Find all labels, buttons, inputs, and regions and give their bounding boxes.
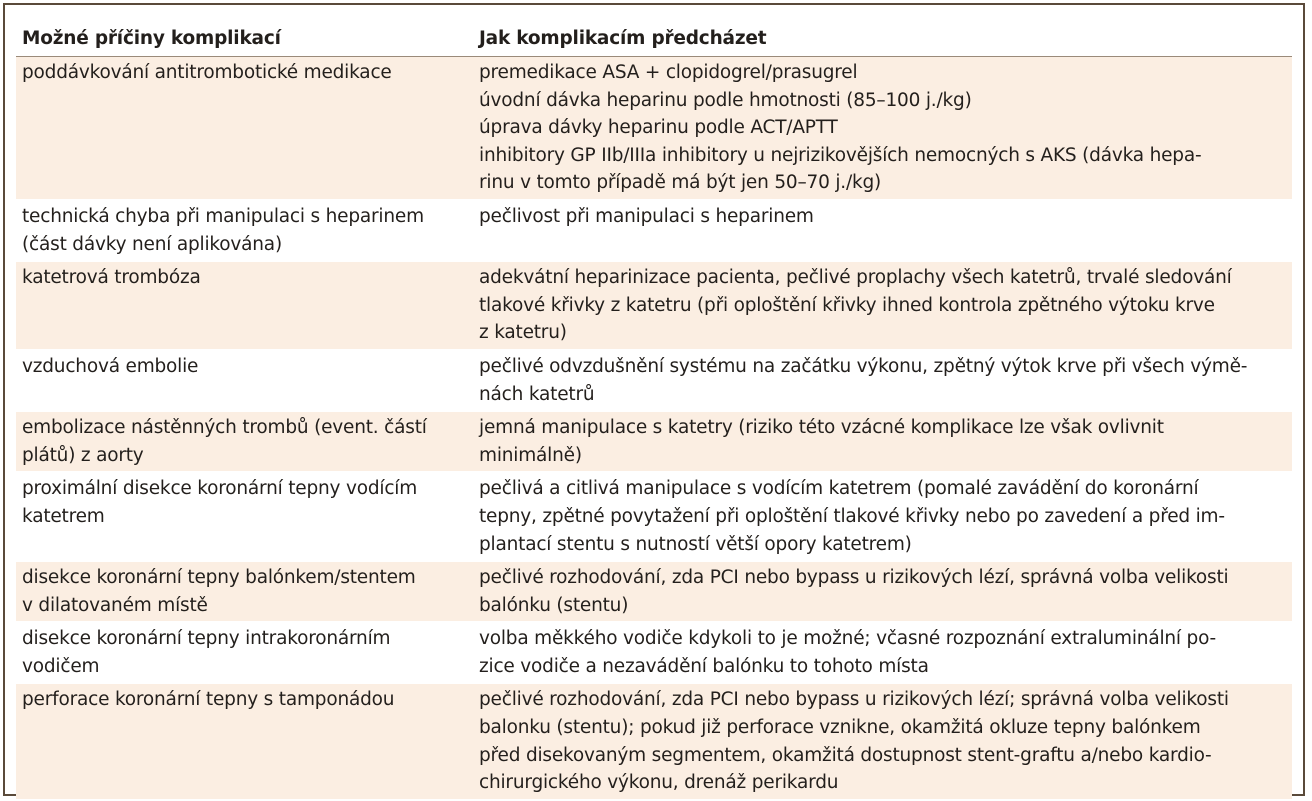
prevention-cell xyxy=(473,200,1292,261)
prevention-text-line: premedikace ASA + clopidogrel/prasugrel xyxy=(479,62,858,83)
cause-text-line: (část dávky není aplikována) xyxy=(22,233,282,255)
prevention-cell xyxy=(473,411,1292,472)
table-row xyxy=(16,622,1292,683)
prevention-cell xyxy=(473,350,1292,411)
cause-cell xyxy=(16,622,473,683)
prevention-text-line: pečlivé rozhodování, zda PCI nebo bypass u rizikových lézí; správná volba velikosti xyxy=(479,689,1229,711)
prevention-text-line: plantací stentu s nutností větší opory katetrem) xyxy=(479,533,912,555)
cause-text-line: katetrem xyxy=(22,505,105,527)
prevention-text-line: před disekovaným segmentem, okamžitá dostupnost stent-graftu a/nebo kardio- xyxy=(479,744,1212,766)
prevention-cell xyxy=(473,472,1292,561)
cause-text-line: disekce koronární tepny intrakoronárním xyxy=(22,628,391,650)
cause-text-line: proximální disekce koronární tepny vodícím xyxy=(22,478,418,500)
cause-cell xyxy=(16,350,473,411)
complications-table xyxy=(16,20,1292,801)
cause-text-line: technická chyba při manipulaci s heparinem xyxy=(22,205,424,227)
cause-text-line: katetrová trombóza xyxy=(22,267,201,289)
prevention-text-line: balónku (stentu) xyxy=(479,594,629,616)
prevention-text-line: tlakové křivky z katetru (při oploštění křivky ihned kontrola zpětného výtoku krve xyxy=(479,294,1215,316)
prevention-cell xyxy=(473,261,1292,350)
table-row xyxy=(16,561,1292,622)
prevention-text-line: adekvátní heparinizace pacienta, pečlivé proplachy všech katetrů, trvalé sledování xyxy=(479,267,1232,289)
table-row xyxy=(16,411,1292,472)
table-body xyxy=(16,57,1292,800)
prevention-text-line: pečlivost při manipulaci s heparinem xyxy=(479,205,814,227)
header-causes: Možné příčiny komplikací xyxy=(16,20,473,57)
prevention-text-line: jemná manipulace s katetry (riziko této vzácné komplikace lze však ovlivnit xyxy=(479,417,1164,439)
prevention-text-line: pečlivé odvzdušnění systému na začátku výkonu, zpětný výtok krve při všech výmě- xyxy=(479,355,1248,377)
cause-text-line: plátů) z aorty xyxy=(22,444,144,466)
prevention-text-line: volba měkkého vodiče kdykoli to je možné; včasné rozpoznání extraluminální po- xyxy=(479,628,1217,650)
cause-cell xyxy=(16,411,473,472)
cause-cell xyxy=(16,561,473,622)
prevention-text-line: úprava dávky heparinu podle ACT/APTT xyxy=(479,117,838,139)
cause-text-line: vzduchová embolie xyxy=(22,355,199,377)
prevention-cell xyxy=(473,561,1292,622)
prevention-text-line: tepny, zpětné povytažení při oploštění tlakové křivky nebo po zavedení a před im- xyxy=(479,505,1225,527)
table-row xyxy=(16,472,1292,561)
table-row xyxy=(16,350,1292,411)
prevention-text-line: úvodní dávka heparinu podle hmotnosti (85–100 j./kg) xyxy=(479,89,972,111)
cause-text-line: vodičem xyxy=(22,655,100,677)
cause-text-line: v dilatovaném místě xyxy=(22,594,208,616)
table-row xyxy=(16,57,1292,200)
prevention-text-line: zice vodiče a nezavádění balónku to tohoto místa xyxy=(479,655,929,677)
prevention-text-line: minimálně) xyxy=(479,444,582,466)
cause-text-line: poddávkování antitrombotické medikace xyxy=(22,62,392,83)
table-row xyxy=(16,261,1292,350)
table-row xyxy=(16,683,1292,799)
prevention-cell xyxy=(473,57,1292,200)
header-prevention: Jak komplikacím předcházet xyxy=(473,20,1292,57)
cause-cell xyxy=(16,200,473,261)
prevention-cell xyxy=(473,683,1292,799)
prevention-text-line: pečlivá a citlivá manipulace s vodícím katetrem (pomalé zavádění do koronární xyxy=(479,478,1199,500)
prevention-text-line: nách katetrů xyxy=(479,383,595,405)
prevention-text-line: rinu v tomto případě má být jen 50–70 j./kg) xyxy=(479,172,882,194)
table-header-row xyxy=(16,20,1292,57)
prevention-text-line: balonku (stentu); pokud již perforace vznikne, okamžitá okluze tepny balónkem xyxy=(479,717,1201,739)
prevention-text-line: z katetru) xyxy=(479,322,567,344)
cause-cell xyxy=(16,57,473,200)
cause-cell xyxy=(16,472,473,561)
table-row xyxy=(16,200,1292,261)
cause-text-line: perforace koronární tepny s tamponádou xyxy=(22,689,395,711)
prevention-text-line: chirurgického výkonu, drenáž perikardu xyxy=(479,772,839,794)
cause-cell xyxy=(16,683,473,799)
cause-cell xyxy=(16,261,473,350)
cause-text-line: embolizace nástěnných trombů (event. částí xyxy=(22,417,427,439)
cause-text-line: disekce koronární tepny balónkem/stentem xyxy=(22,567,416,589)
prevention-text-line: pečlivé rozhodování, zda PCI nebo bypass u rizikových lézí, správná volba velikosti xyxy=(479,567,1229,589)
prevention-cell xyxy=(473,622,1292,683)
table-frame xyxy=(3,3,1305,796)
prevention-text-line: inhibitory GP IIb/IIIa inhibitory u nejrizikovějších nemocných s AKS (dávka hepa- xyxy=(479,144,1202,166)
